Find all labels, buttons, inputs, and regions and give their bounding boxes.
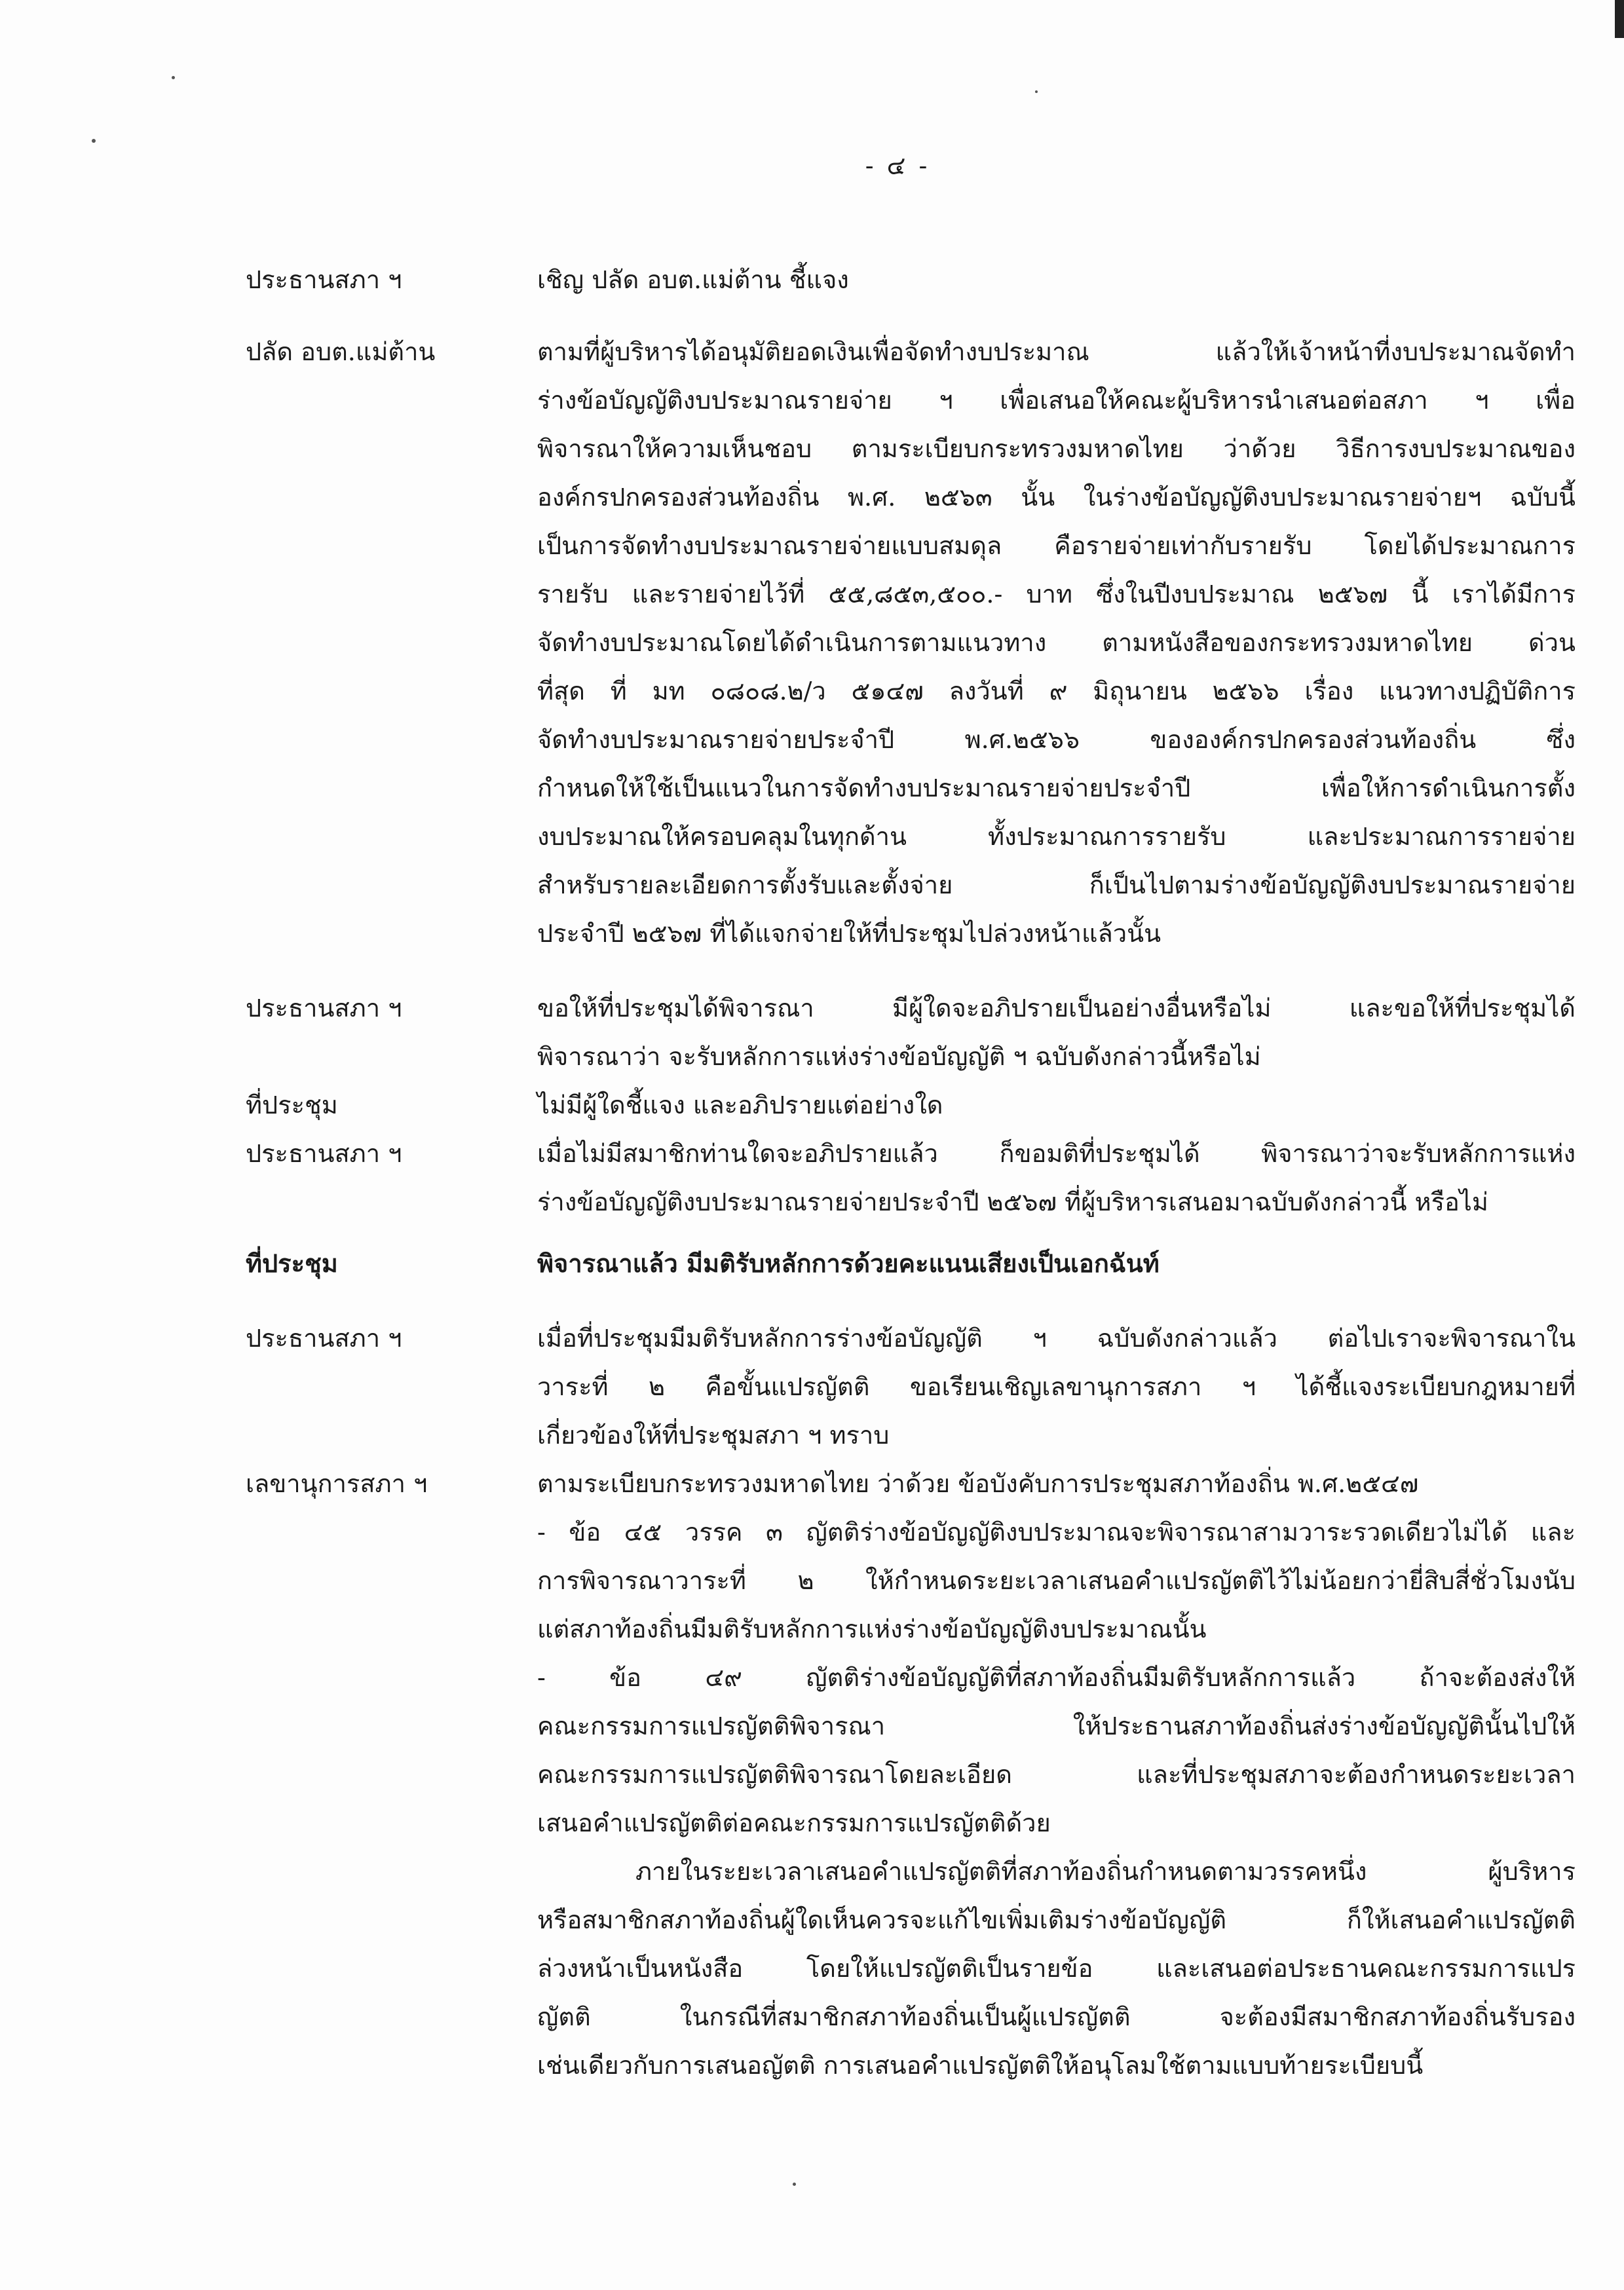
speaker-label: ปลัด อบต.แม่ต้าน <box>246 337 436 366</box>
text-line: การพิจารณาวาระที่ ๒ ให้กำหนดระยะเวลาเสนอคำแปรญัตติไว้ไม่น้อยกว่ายี่สิบสี่ชั่วโมงนับ <box>537 1566 1576 1595</box>
scan-speck <box>172 76 175 79</box>
minutes-entry <box>246 1314 1576 1459</box>
text-line: พิจารณาแล้ว มีมติรับหลักการด้วยคะแนนเสียงเป็นเอกฉันท์ <box>537 1248 1160 1278</box>
minutes-entry <box>246 328 1576 958</box>
scan-speck <box>793 2183 796 2186</box>
text-line: ตามที่ผู้บริหารได้อนุมัติยอดเงินเพื่อจัดทำงบประมาณ แล้วให้เจ้าหน้าที่งบประมาณจัดทำ <box>537 337 1576 366</box>
text-line: ไม่มีผู้ใดชี้แจง และอภิปรายแต่อย่างใด <box>537 1091 943 1119</box>
minutes-entry <box>246 1459 1576 2090</box>
text-line: - ข้อ ๔๕ วรรค ๓ ญัตติร่างข้อบัญญัติงบประมาณจะพิจารณาสามวาระรวดเดียวไม่ได้ และ <box>537 1518 1576 1547</box>
text-line: ขอให้ที่ประชุมได้พิจารณา มีผู้ใดจะอภิปรายเป็นอย่างอื่นหรือไม่ และขอให้ที่ประชุมได้ <box>537 994 1576 1023</box>
text-line: องค์กรปกครองส่วนท้องถิ่น พ.ศ. ๒๕๖๓ นั้น ในร่างข้อบัญญัติงบประมาณรายจ่ายฯ ฉบับนี้ <box>537 483 1576 512</box>
text-line: กำหนดให้ใช้เป็นแนวในการจัดทำงบประมาณรายจ่ายประจำปี เพื่อให้การดำเนินการตั้ง <box>537 774 1576 802</box>
entry-text <box>537 255 1576 304</box>
text-line: เสนอคำแปรญัตติต่อคณะกรรมการแปรญัตติด้วย <box>537 1809 1051 1837</box>
text-line: ร่างข้อบัญญัติงบประมาณรายจ่ายประจำปี ๒๕๖๗ ที่ผู้บริหารเสนอมาฉบับดังกล่าวนี้ หรือไม่ <box>537 1188 1488 1216</box>
text-line: เมื่อที่ประชุมมีมติรับหลักการร่างข้อบัญญัติ ฯ ฉบับดังกล่าวแล้ว ต่อไปเราจะพิจารณาใน <box>537 1324 1576 1353</box>
text-line: - ข้อ ๔๙ ญัตติร่างข้อบัญญัติที่สภาท้องถิ่นมีมติรับหลักการแล้ว ถ้าจะต้องส่งให้ <box>537 1663 1576 1692</box>
speaker-label: ประธานสภา ฯ <box>246 1324 402 1353</box>
text-line: รายรับ และรายจ่ายไว้ที่ ๕๕,๘๕๓,๕๐๐.- บาท ซึ่งในปีงบประมาณ ๒๕๖๗ นี้ เราได้มีการ <box>537 580 1576 609</box>
minutes-entry <box>246 1239 1576 1288</box>
text-line: พิจารณาให้ความเห็นชอบ ตามระเบียบกระทรวงมหาดไทย ว่าด้วย วิธีการงบประมาณของ <box>537 434 1576 463</box>
text-line: คณะกรรมการแปรญัตติพิจารณาโดยละเอียด และที่ประชุมสภาจะต้องกำหนดระยะเวลา <box>537 1760 1576 1789</box>
text-line: ที่สุด ที่ มท ๐๘๐๘.๒/ว ๕๑๔๗ ลงวันที่ ๙ มิถุนายน ๒๕๖๖ เรื่อง แนวทางปฏิบัติการ <box>537 677 1576 705</box>
minutes-entry <box>246 1129 1576 1226</box>
minutes-entry <box>246 984 1576 1081</box>
speaker-label: ประธานสภา ฯ <box>246 1139 402 1168</box>
text-line: หรือสมาชิกสภาท้องถิ่นผู้ใดเห็นควรจะแก้ไขเพิ่มเติมร่างข้อบัญญัติ ก็ให้เสนอคำแปรญัตติ <box>537 1905 1576 1934</box>
speaker-label: ที่ประชุม <box>246 1091 338 1119</box>
entry-text <box>537 1239 1576 1288</box>
entry-text <box>537 984 1576 1081</box>
text-line: งบประมาณให้ครอบคลุมในทุกด้าน ทั้งประมาณการรายรับ และประมาณการรายจ่าย <box>537 822 1576 851</box>
text-line: เช่นเดียวกับการเสนอญัตติ การเสนอคำแปรญัตติให้อนุโลมใช้ตามแบบท้ายระเบียบนี้ <box>537 2051 1424 2080</box>
text-line: เมื่อไม่มีสมาชิกท่านใดจะอภิปรายแล้ว ก็ขอมติที่ประชุมได้ พิจารณาว่าจะรับหลักการแห่ง <box>537 1139 1576 1168</box>
minutes-body <box>246 255 1576 2107</box>
speaker-label: ที่ประชุม <box>246 1248 338 1278</box>
text-line: ประจำปี ๒๕๖๗ ที่ได้แจกจ่ายให้ที่ประชุมไปล่วงหน้าแล้วนั้น <box>537 919 1161 948</box>
speaker-label: เลขานุการสภา ฯ <box>246 1469 428 1498</box>
minutes-entry <box>246 1081 1576 1129</box>
text-line: ญัตติ ในกรณีที่สมาชิกสภาท้องถิ่นเป็นผู้แปรญัตติ จะต้องมีสมาชิกสภาท้องถิ่นรับรอง <box>537 2002 1576 2031</box>
text-line: ร่างข้อบัญญัติงบประมาณรายจ่าย ฯ เพื่อเสนอให้คณะผู้บริหารนำเสนอต่อสภา ฯ เพื่อ <box>537 386 1576 415</box>
text-line: วาระที่ ๒ คือขั้นแปรญัตติ ขอเรียนเชิญเลขานุการสภา ฯ ได้ชี้แจงระเบียบกฎหมายที่ <box>537 1372 1576 1401</box>
text-line: เป็นการจัดทำงบประมาณรายจ่ายแบบสมดุล คือรายจ่ายเท่ากับรายรับ โดยได้ประมาณการ <box>537 531 1576 560</box>
entry-text <box>537 1459 1576 2090</box>
entry-text <box>537 1314 1576 1459</box>
text-line: จัดทำงบประมาณโดยได้ดำเนินการตามแนวทาง ตามหนังสือของกระทรวงมหาดไทย ด่วน <box>537 628 1576 657</box>
scan-speck <box>92 139 96 143</box>
scan-edge-mark <box>1615 0 1624 38</box>
text-line: พิจารณาว่า จะรับหลักการแห่งร่างข้อบัญญัติ ฯ ฉบับดังกล่าวนี้หรือไม่ <box>537 1042 1261 1071</box>
text-line: เชิญ ปลัด อบต.แม่ต้าน ชี้แจง <box>537 265 849 294</box>
text-line: ตามระเบียบกระทรวงมหาดไทย ว่าด้วย ข้อบังคับการประชุมสภาท้องถิ่น พ.ศ.๒๕๔๗ <box>537 1469 1419 1498</box>
text-line: จัดทำงบประมาณรายจ่ายประจำปี พ.ศ.๒๕๖๖ ขององค์กรปกครองส่วนท้องถิ่น ซึ่ง <box>537 725 1576 754</box>
text-line: แต่สภาท้องถิ่นมีมติรับหลักการแห่งร่างข้อบัญญัติงบประมาณนั้น <box>537 1615 1207 1643</box>
text-line: ล่วงหน้าเป็นหนังสือ โดยให้แปรญัตติเป็นรายข้อ และเสนอต่อประธานคณะกรรมการแปร <box>537 1954 1576 1983</box>
text-line: สำหรับรายละเอียดการตั้งรับและตั้งจ่าย ก็เป็นไปตามร่างข้อบัญญัติงบประมาณรายจ่าย <box>537 871 1576 899</box>
speaker-label: ประธานสภา ฯ <box>246 265 402 294</box>
speaker-label: ประธานสภา ฯ <box>246 994 402 1023</box>
minutes-entry <box>246 255 1576 304</box>
text-line: เกี่ยวข้องให้ที่ประชุมสภา ฯ ทราบ <box>537 1421 890 1450</box>
entry-text <box>537 1129 1576 1226</box>
entry-text <box>537 1081 1576 1129</box>
text-line: ภายในระยะเวลาเสนอคำแปรญัตติที่สภาท้องถิ่นกำหนดตามวรรคหนึ่ง ผู้บริหาร <box>635 1857 1576 1886</box>
scan-speck <box>1035 90 1038 93</box>
page-number: - ๔ - <box>865 151 930 180</box>
text-line: คณะกรรมการแปรญัตติพิจารณา ให้ประธานสภาท้องถิ่นส่งร่างข้อบัญญัตินั้นไปให้ <box>537 1712 1576 1740</box>
entry-text <box>537 328 1576 958</box>
